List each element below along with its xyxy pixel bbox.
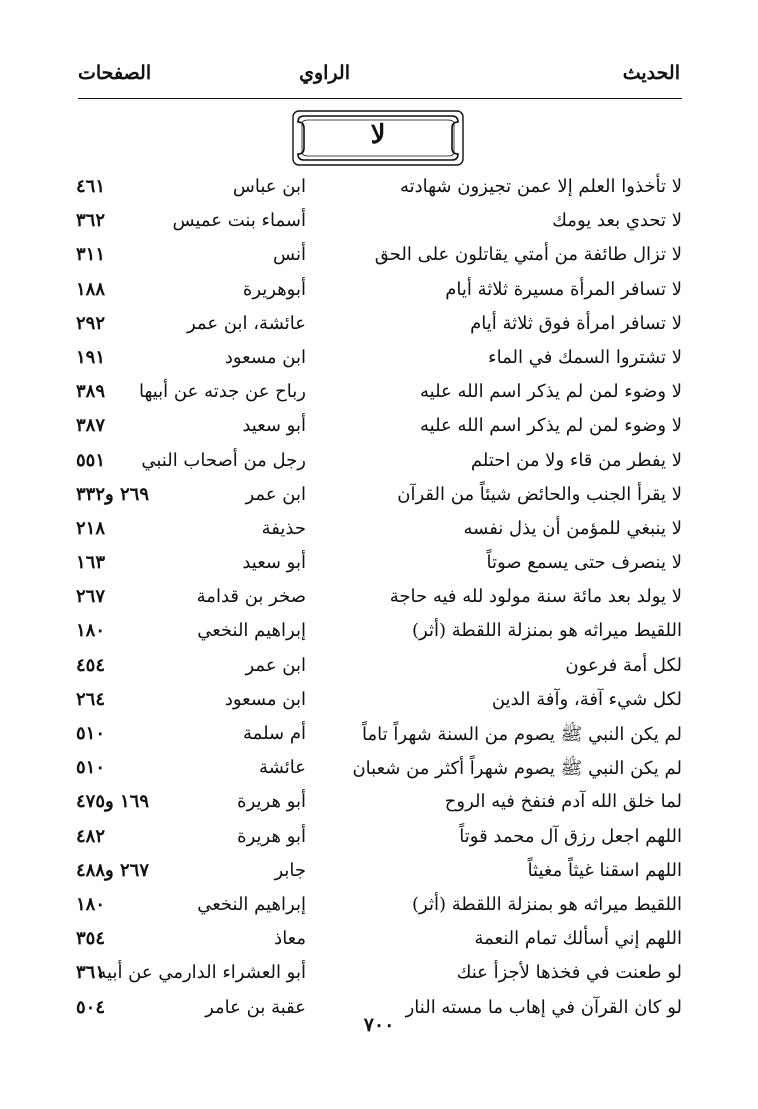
hadith-text: لا تسافر المرأة مسيرة ثلاثة أيام <box>445 278 682 300</box>
narrator-name: أنس <box>273 244 306 266</box>
narrator-name: عائشة، ابن عمر <box>187 312 306 334</box>
hadith-text: لا ينصرف حتى يسمع صوتاً <box>486 552 682 574</box>
narrator-name: رباح عن جدته عن أبيها <box>138 381 306 403</box>
section-heading-frame <box>290 108 466 168</box>
table-row <box>70 240 682 274</box>
page-reference: ٣٦١ <box>76 962 106 984</box>
page-reference: ٤٨٢ <box>76 825 106 847</box>
table-row <box>70 787 682 821</box>
table-row <box>70 514 682 548</box>
narrator-name: إبراهيم النخعي <box>197 893 306 915</box>
section-heading-letter: لا <box>370 120 386 150</box>
page-reference: ٥٠٤ <box>76 996 106 1018</box>
narrator-name: عقبة بن عامر <box>205 996 306 1018</box>
table-row <box>70 172 682 206</box>
header-pages-label: الصفحات <box>78 62 152 84</box>
page-reference: ٢٦٧ و٤٨٨ <box>76 859 149 881</box>
hadith-text: لكل شيء آفة، وآفة الدين <box>491 688 682 710</box>
table-row <box>70 411 682 445</box>
page-number: ٧٠٠ <box>363 1014 395 1036</box>
table-row <box>70 890 682 924</box>
page-reference: ٣٨٧ <box>76 415 106 437</box>
narrator-name: أبو هريرة <box>237 791 306 813</box>
hadith-text: لا تسافر امرأة فوق ثلاثة أيام <box>470 312 682 334</box>
page-reference: ١٨٠ <box>76 893 106 915</box>
page-reference: ٣٦٢ <box>76 210 106 232</box>
hadith-text: اللقيط ميراثه هو بمنزلة اللقطة (أثر) <box>412 893 682 915</box>
hadith-text: اللهم إني أسألك تمام النعمة <box>474 928 682 950</box>
hadith-text: اللهم اجعل رزق آل محمد قوتاً <box>459 825 682 847</box>
table-row <box>70 582 682 616</box>
narrator-name: صخر بن قدامة <box>196 586 306 608</box>
table-row <box>70 206 682 240</box>
hadith-text: لا تأخذوا العلم إلا عمن تجيزون شهادته <box>399 176 682 197</box>
hadith-text: لا يولد بعد مائة سنة مولود لله فيه حاجة <box>389 586 682 608</box>
page-reference: ٤٥٤ <box>76 654 106 676</box>
narrator-name: أبو سعيد <box>242 552 306 574</box>
narrator-name: أبو العشراء الدارمي عن أبيه <box>97 962 306 984</box>
table-row <box>70 480 682 514</box>
table-row <box>70 548 682 582</box>
narrator-name: رجل من أصحاب النبي <box>141 449 306 471</box>
narrator-name: ابن عباس <box>232 176 306 197</box>
header-rawi-label: الراوي <box>299 62 350 84</box>
narrator-name: جابر <box>274 859 306 881</box>
narrator-name: ابن عمر <box>245 483 306 505</box>
narrator-name: أبو هريرة <box>237 825 306 847</box>
page-reference: ١٦٩ و٤٧٥ <box>76 791 149 813</box>
hadith-text: لو كان القرآن في إهاب ما مسته النار <box>405 996 682 1018</box>
table-row <box>70 753 682 787</box>
table-row <box>70 309 682 343</box>
index-table <box>70 172 682 1027</box>
table-row <box>70 446 682 480</box>
hadith-text: لا ينبغي للمؤمن أن يذل نفسه <box>463 517 682 539</box>
page-reference: ١٨٠ <box>76 620 106 642</box>
header-hadith-label: الحديث <box>622 62 680 84</box>
hadith-text: لا تحدي بعد يومك <box>552 210 682 232</box>
hadith-text: لا يفطر من قاء ولا من احتلم <box>470 449 682 471</box>
hadith-text: اللقيط ميراثه هو بمنزلة اللقطة (أثر) <box>412 620 682 642</box>
narrator-name: أم سلمة <box>243 723 306 744</box>
page-reference: ٣٥٤ <box>76 928 106 950</box>
narrator-name: ابن عمر <box>245 654 306 676</box>
page-reference: ٥١٠ <box>76 757 106 779</box>
page-reference: ٢٩٢ <box>76 312 106 334</box>
narrator-name: معاذ <box>274 928 306 950</box>
table-row <box>70 343 682 377</box>
page-reference: ٢١٨ <box>76 517 106 539</box>
page-reference: ١٩١ <box>76 346 106 368</box>
narrator-name: أبو سعيد <box>242 415 306 437</box>
page-reference: ٣١١ <box>76 244 106 266</box>
hadith-text: لو طعنت في فخذها لأجزأ عنك <box>456 962 682 984</box>
hadith-text: لا وضوء لمن لم يذكر اسم الله عليه <box>419 415 682 437</box>
page-reference: ٢٦٤ <box>76 688 106 710</box>
hadith-text: لا تزال طائفة من أمتي يقاتلون على الحق <box>374 244 682 266</box>
table-row <box>70 377 682 411</box>
table-row <box>70 616 682 650</box>
page-reference: ١٦٣ <box>76 552 106 574</box>
page-reference: ٢٦٧ <box>76 586 106 608</box>
hadith-text: اللهم اسقنا غيثاً مغيثاً <box>527 859 682 881</box>
table-row <box>70 958 682 992</box>
hadith-text: لكل أمة فرعون <box>565 654 682 676</box>
narrator-name: حذيفة <box>261 517 306 539</box>
narrator-name: أبوهريرة <box>242 278 306 300</box>
table-row <box>70 719 682 753</box>
table-row <box>70 822 682 856</box>
page-reference: ٥٥١ <box>76 449 106 471</box>
page-reference: ٥١٠ <box>76 723 106 744</box>
hadith-text: لا وضوء لمن لم يذكر اسم الله عليه <box>419 381 682 403</box>
narrator-name: ابن مسعود <box>224 688 306 710</box>
narrator-name: إبراهيم النخعي <box>197 620 306 642</box>
hadith-text: لا يقرأ الجنب والحائض شيئاً من القرآن <box>397 483 682 505</box>
page-reference: ١٨٨ <box>76 278 106 300</box>
column-header <box>78 60 680 94</box>
table-row <box>70 856 682 890</box>
table-row <box>70 685 682 719</box>
table-row <box>70 924 682 958</box>
header-divider <box>78 98 682 99</box>
page-reference: ٢٦٩ و٣٣٢ <box>76 483 149 505</box>
narrator-name: ابن مسعود <box>224 346 306 368</box>
hadith-text: لا تشتروا السمك في الماء <box>488 346 682 368</box>
page-reference: ٣٨٩ <box>76 381 106 403</box>
table-row <box>70 651 682 685</box>
hadith-text: لم يكن النبي ﷺ يصوم من السنة شهراً تاماً <box>362 724 682 745</box>
table-row <box>70 275 682 309</box>
page-reference: ٤٦١ <box>76 176 106 197</box>
narrator-name: أسماء بنت عميس <box>172 210 306 232</box>
hadith-text: لم يكن النبي ﷺ يصوم شهراً أكثر من شعبان <box>352 758 682 780</box>
narrator-name: عائشة <box>259 757 306 779</box>
hadith-text: لما خلق الله آدم فنفخ فيه الروح <box>444 791 682 813</box>
